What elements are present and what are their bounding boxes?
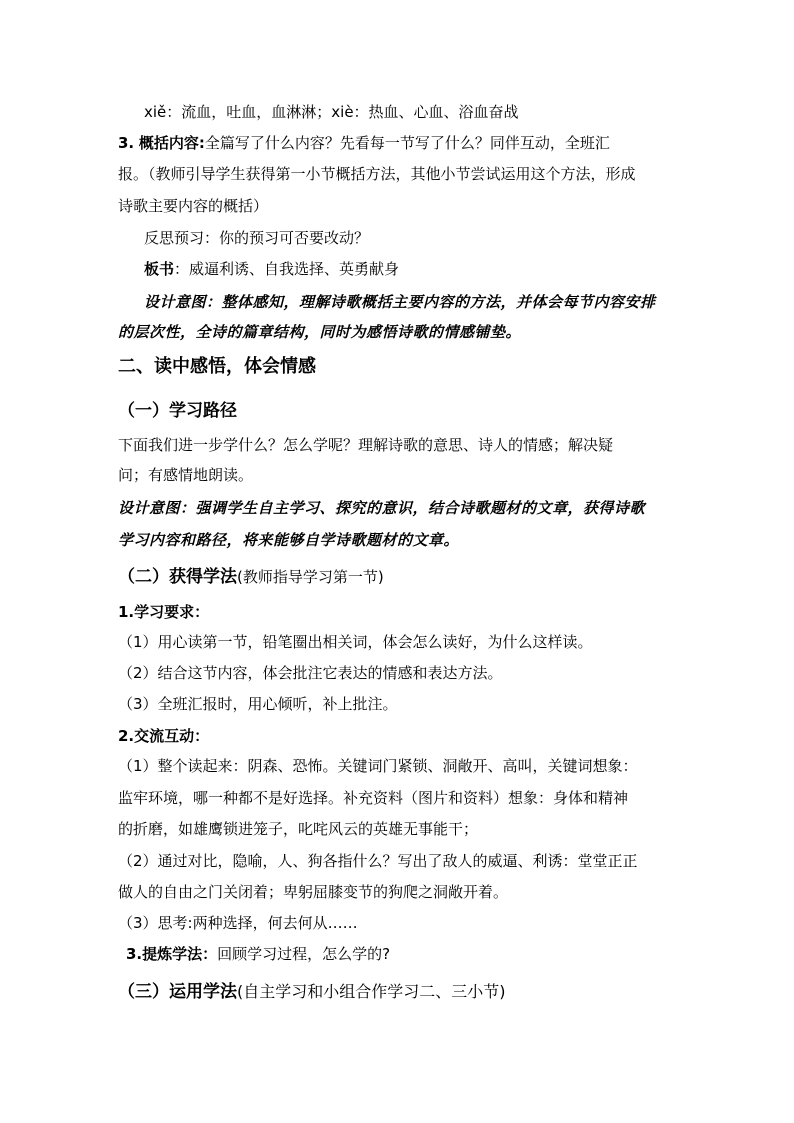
list-item-text: （1）整个读起来：阴森、恐怖。关键词门紧锁、洞敞开、高叫，关键词想象： [118, 757, 638, 775]
paragraph-line [118, 465, 253, 485]
subsection-heading [118, 565, 384, 589]
list-item [118, 913, 358, 933]
list-item-text: 的折磨，如雄鹰锁进笼子，叱咤风云的英雄无事能干； [118, 820, 479, 838]
design-intent-text: 学习内容和路径，将来能够自学诗歌题材的文章。 [118, 531, 460, 549]
paragraph-text: 报。（教师引导学生获得第一小节概括方法，其他小节尝试运用这个方法，形成 [118, 165, 636, 183]
subsection-note: (自主学习和小组合作学习二、三小节) [237, 982, 506, 1001]
list-item [118, 663, 503, 683]
numbered-heading-text: 2.交流互动： [118, 727, 210, 745]
method-line [126, 944, 390, 964]
summary-label: 概括内容: [138, 134, 205, 152]
board-text: ：威逼利诱、自我选择、英勇献身 [174, 260, 400, 278]
subsection-heading-text: （二）获得学法 [118, 567, 237, 587]
board-label: 板书 [144, 260, 175, 278]
paragraph-text: 问；有感情地朗读。 [118, 466, 254, 484]
item-number: 3. [118, 134, 135, 152]
subsection-note: (教师指导学习第一节) [237, 568, 384, 586]
reflection-line [144, 228, 369, 248]
method-label: 3.提炼学法： [126, 945, 218, 963]
list-item-text: 做人的自由之门关闭着；卑躬屈膝变节的狗爬之洞敞开着。 [118, 883, 509, 901]
paragraph-line [118, 435, 613, 455]
paragraph-line [118, 164, 636, 184]
design-intent-text: 设计意图：整体感知，理解诗歌概括主要内容的方法，并体会每节内容安排 [144, 293, 656, 311]
list-item [118, 632, 593, 652]
list-item [118, 756, 638, 776]
design-intent-line [144, 292, 656, 312]
list-item-text: 监牢环境，哪一种都不是好选择。补充资料（图片和资料）想象：身体和精神 [118, 789, 629, 807]
summary-text: 全篇写了什么内容？先看每一节写了什么？同伴互动，全班汇 [204, 134, 610, 152]
subsection-heading [118, 980, 506, 1004]
list-item-text: （2）结合这节内容，体会批注它表达的情感和表达方法。 [118, 664, 503, 682]
list-item-text: （1）用心读第一节，铅笔圈出相关词，体会怎么读好，为什么这样读。 [118, 633, 593, 651]
numbered-heading [118, 726, 209, 746]
paragraph-text: 诗歌主要内容的概括） [118, 197, 269, 215]
numbered-heading-text: 1.学习要求： [118, 603, 210, 621]
board-line [144, 259, 399, 279]
list-item [118, 694, 398, 714]
paragraph-line [118, 196, 268, 216]
pronunciation-line [144, 102, 519, 122]
design-intent-line [118, 530, 459, 550]
subsection-heading-text: （一）学习路径 [118, 401, 237, 421]
design-intent-line [118, 322, 521, 342]
design-intent-line [118, 498, 645, 518]
section-heading-text: 二、读中感悟，体会情感 [118, 356, 316, 377]
list-item-continuation [118, 788, 628, 808]
list-item-continuation [118, 882, 508, 902]
subsection-heading-text: （三）运用学法 [118, 982, 237, 1002]
list-item-text: （3）全班汇报时，用心倾听，补上批注。 [118, 695, 398, 713]
paragraph-text: 下面我们进一步学什么？怎么学呢？理解诗歌的意思、诗人的情感；解决疑 [118, 436, 614, 454]
list-item [118, 851, 638, 871]
pronunciation-text: xiě：流血，吐血，血淋淋；xiè：热血、心血、浴血奋战 [144, 103, 519, 121]
summary-item-line [118, 133, 610, 153]
reflection-text: 反思预习：你的预习可否要改动？ [144, 229, 370, 247]
subsection-heading [118, 399, 237, 423]
section-heading [118, 355, 316, 379]
design-intent-text: 的层次性，全诗的篇章结构，同时为感悟诗歌的情感铺垫。 [118, 323, 522, 341]
design-intent-text: 设计意图：强调学生自主学习、探究的意识，结合诗歌题材的文章，获得诗歌 [118, 499, 646, 517]
method-text: 回顾学习过程，怎么学的? [217, 945, 391, 963]
list-item-text: （3）思考:两种选择，何去何从…… [118, 914, 358, 932]
list-item-text: （2）通过对比，隐喻，人、狗各指什么？写出了敌人的威逼、利诱：堂堂正正 [118, 852, 638, 870]
list-item-continuation [118, 819, 478, 839]
numbered-heading [118, 602, 209, 622]
